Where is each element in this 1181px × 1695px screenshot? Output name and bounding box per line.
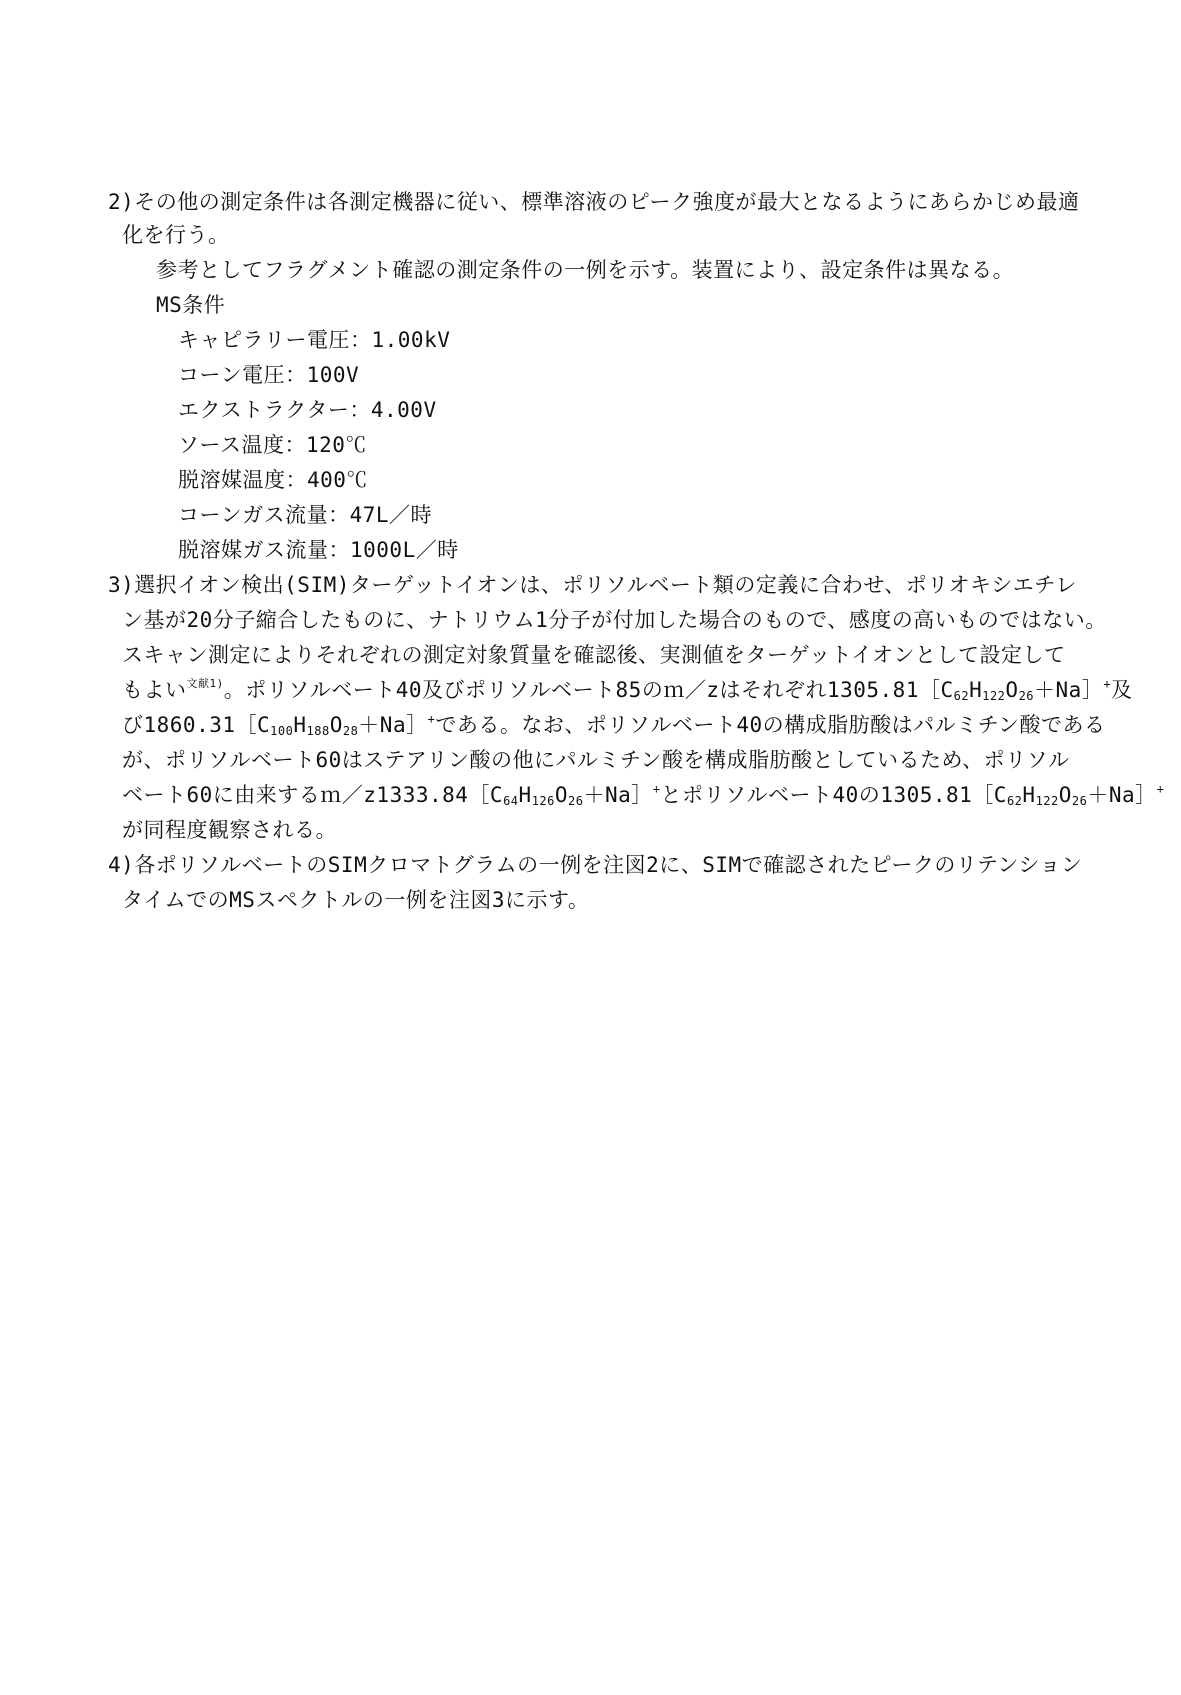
text-span: O — [1058, 783, 1072, 807]
subscript: 26 — [1071, 794, 1088, 808]
condition-cone-gas-flow: コーンガス流量：47L／時 — [178, 503, 433, 527]
superscript: + — [427, 712, 436, 726]
superscript: + — [1156, 782, 1165, 796]
text-span: O — [554, 783, 569, 807]
subscript: 122 — [982, 689, 1006, 703]
text-span: H — [1022, 783, 1036, 807]
reference-superscript: 文献1) — [186, 677, 224, 690]
subscript: 28 — [342, 724, 359, 738]
text-span: もよい — [122, 678, 187, 702]
condition-capillary-voltage: キャピラリー電圧：1.00kV — [178, 328, 451, 352]
subscript: 26 — [1018, 689, 1035, 703]
superscript: + — [1103, 677, 1112, 691]
item3-line2: ン基が20分子縮合したものに、ナトリウム1分子が付加した場合のもので、感度の高いものではない。 — [122, 608, 1107, 632]
item4-line1: 4)各ポリソルベートのSIMクロマトグラムの一例を注図2に、SIMで確認されたピークのリテンション — [108, 853, 1083, 877]
item3-line3: スキャン測定によりそれぞれの測定対象質量を確認後、実測値をターゲットイオンとして設定して — [122, 643, 1066, 667]
subscript: 126 — [531, 794, 555, 808]
item2-reference-note: 参考としてフラグメント確認の測定条件の一例を示す。装置により、設定条件は異なる。 — [156, 258, 1015, 282]
item3-line5 — [122, 708, 1106, 742]
text-span: H — [518, 783, 532, 807]
item3-line7 — [122, 778, 1164, 812]
text-span: 。ポリソルベート40及びポリソルベート85のｍ／zはそれぞれ1305.81［C — [223, 678, 954, 702]
text-span: O — [1005, 678, 1019, 702]
text-span: ＋Na］ — [1087, 783, 1157, 807]
text-span: ＋Na］ — [358, 713, 428, 737]
condition-cone-voltage: コーン電圧：100V — [178, 363, 360, 387]
subscript: 122 — [1035, 794, 1059, 808]
item4-line2: タイムでのMSスペクトルの一例を注図3に示す。 — [122, 888, 590, 912]
subscript: 62 — [953, 689, 970, 703]
condition-desolvation-temp: 脱溶媒温度：400℃ — [178, 468, 368, 492]
item3-line6: が、ポリソルベート60はステアリン酸の他にパルミチン酸を構成脂肪酸としているため、ポリソル — [122, 748, 1070, 772]
text-span: である。なお、ポリソルベート40の構成脂肪酸はパルミチン酸である — [435, 713, 1106, 737]
text-span: H — [293, 713, 307, 737]
subscript: 100 — [270, 724, 294, 738]
text-span: ＋Na］ — [583, 783, 653, 807]
text-span: O — [329, 713, 343, 737]
item2-line1: 2)その他の測定条件は各測定機器に従い、標準溶液のピーク強度が最大となるようにあらかじめ最適 — [108, 190, 1080, 214]
text-span: とポリソルベート40の1305.81［C — [660, 783, 1007, 807]
item3-line1: 3)選択イオン検出(SIM)ターゲットイオンは、ポリソルベート類の定義に合わせ、ポリオキシエチレ — [108, 573, 1077, 597]
subscript: 64 — [503, 794, 519, 808]
text-span: び1860.31［C — [122, 713, 271, 737]
text-span: ＋Na］ — [1034, 678, 1104, 702]
item3-line4 — [122, 673, 1133, 707]
condition-extractor: エクストラクター：4.00V — [178, 398, 437, 422]
condition-desolvation-gas-flow: 脱溶媒ガス流量：1000L／時 — [178, 538, 459, 562]
ms-conditions-heading: MS条件 — [156, 293, 226, 317]
item3-line8: が同程度観察される。 — [122, 818, 337, 842]
text-span: H — [969, 678, 983, 702]
subscript: 26 — [568, 794, 584, 808]
text-span: ベート60に由来するｍ／z1333.84［C — [122, 783, 504, 807]
condition-source-temp: ソース温度：120℃ — [178, 433, 367, 457]
superscript: + — [652, 782, 661, 796]
item2-line2: 化を行う。 — [122, 223, 230, 247]
subscript: 188 — [306, 724, 330, 738]
subscript: 62 — [1006, 794, 1023, 808]
text-span: 及 — [1111, 678, 1133, 702]
